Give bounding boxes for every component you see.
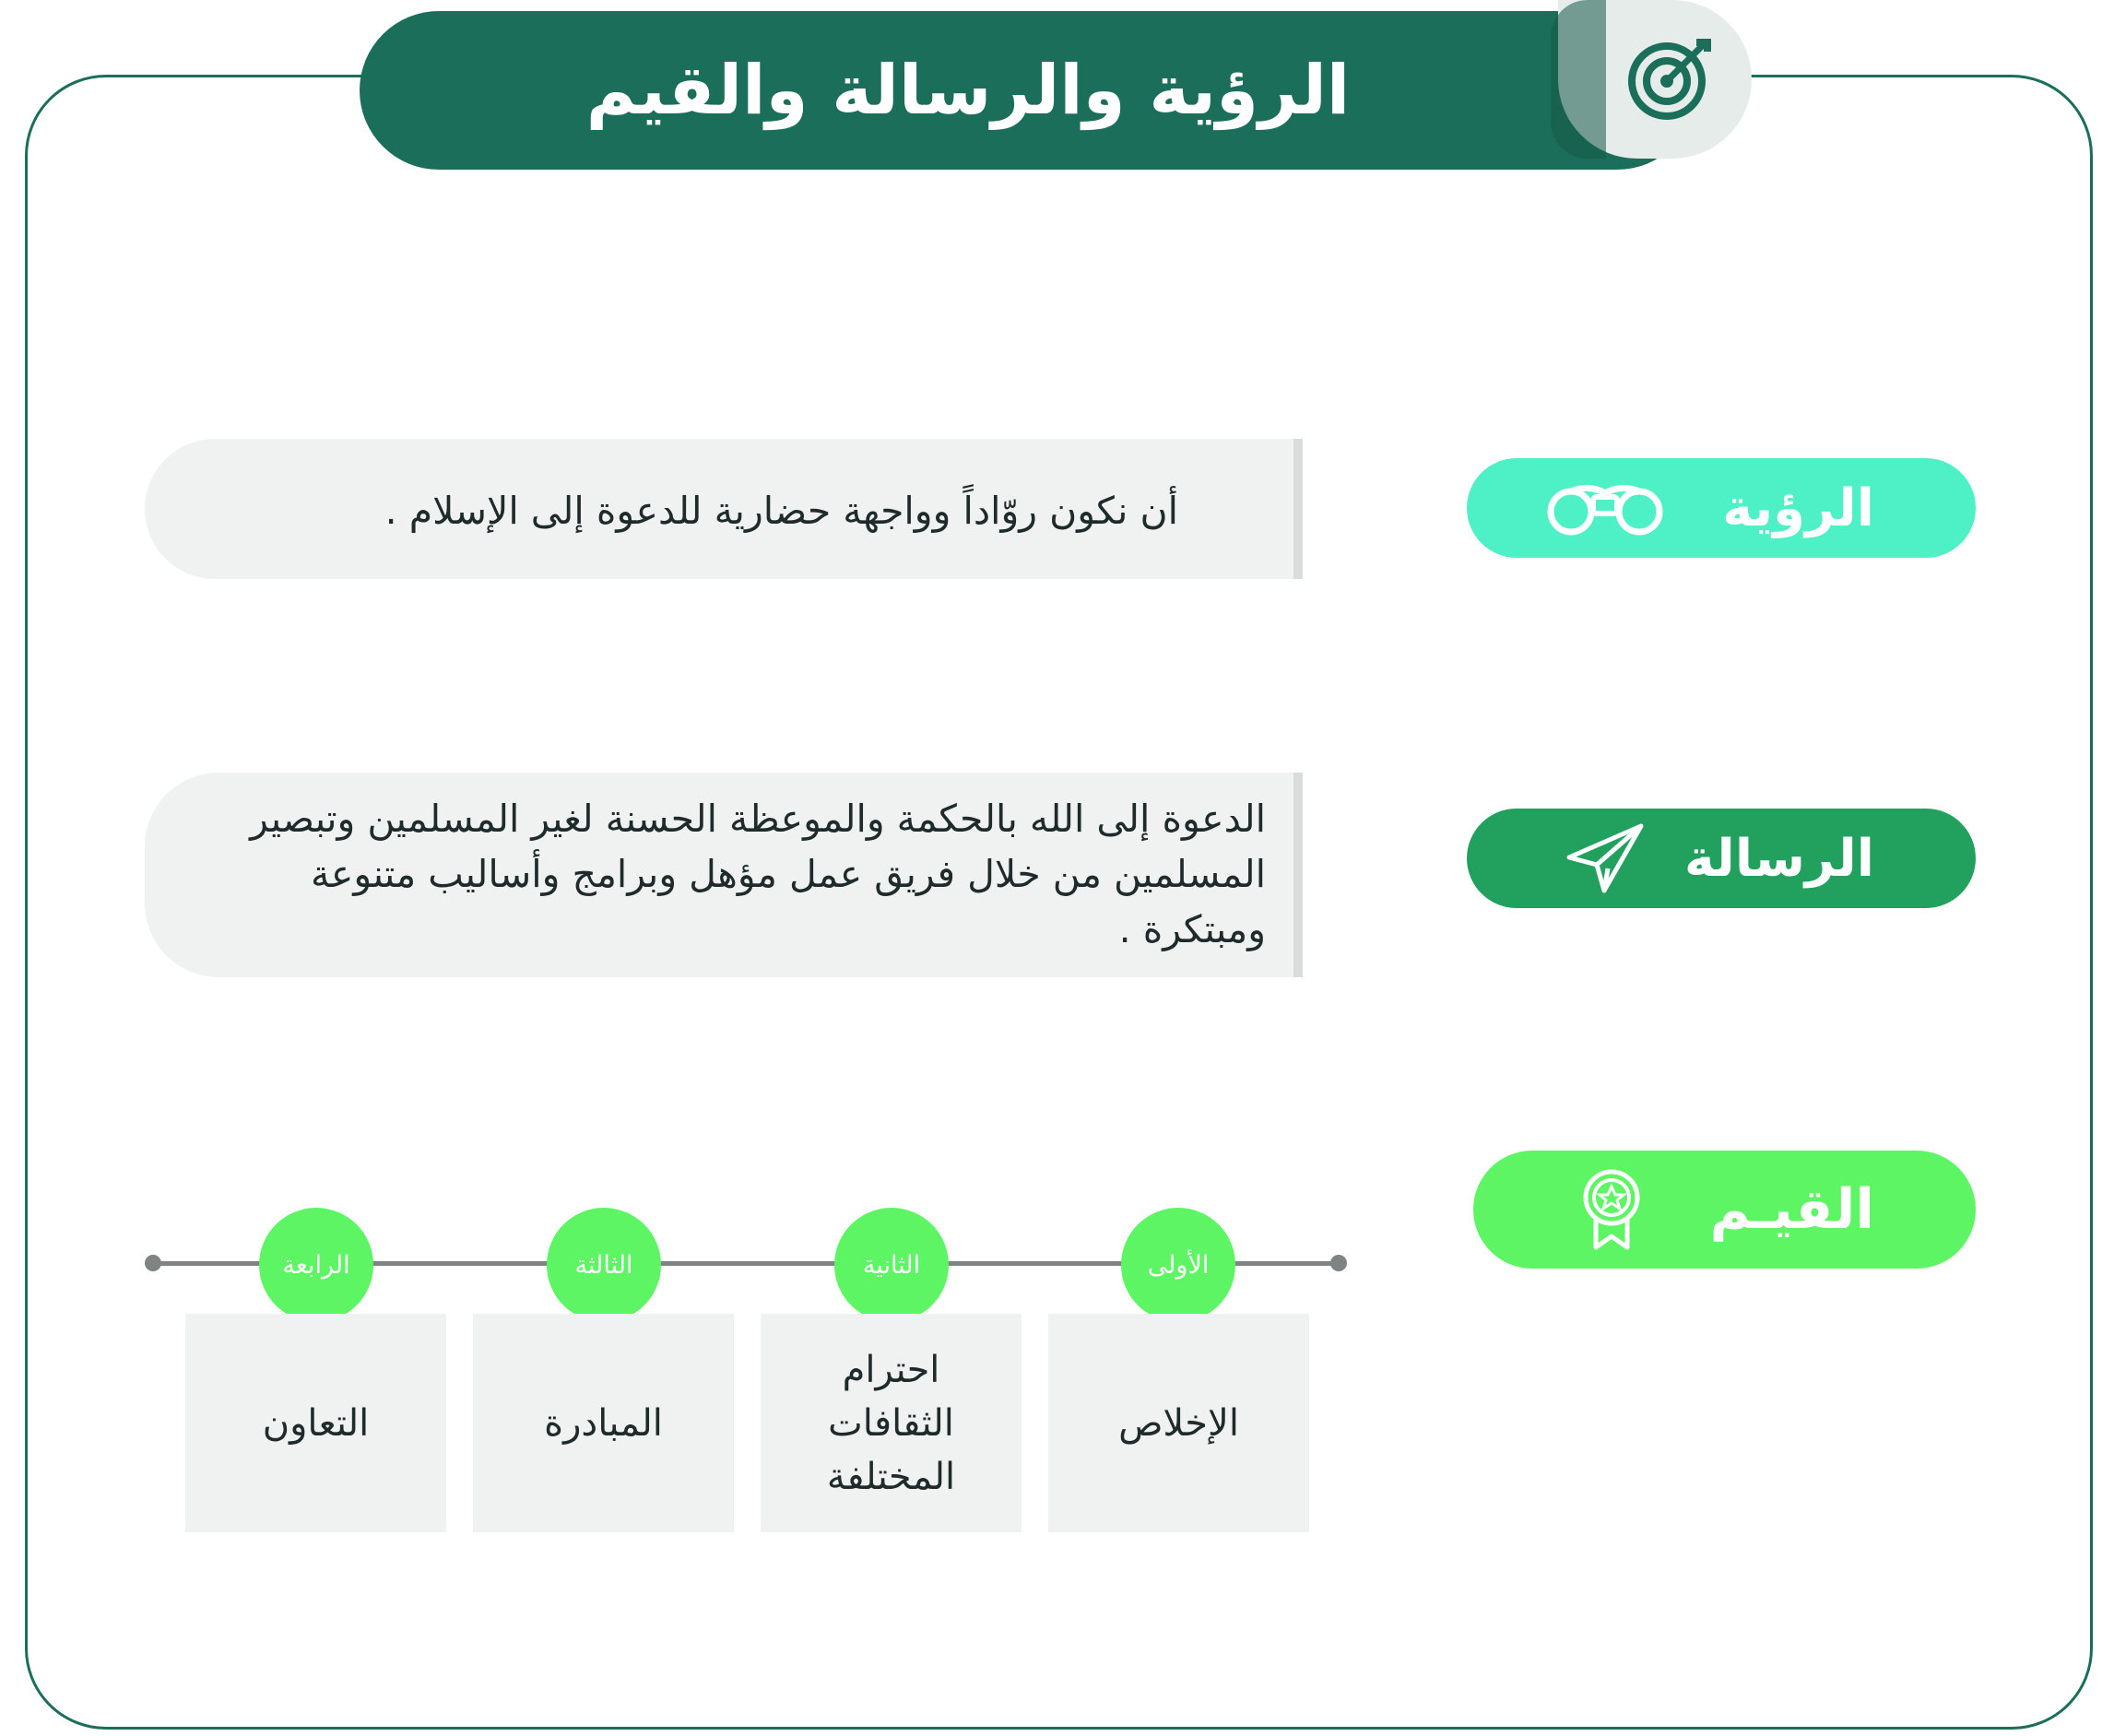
timeline-end-dot xyxy=(1330,1255,1347,1271)
title-icon-badge xyxy=(1558,0,1752,159)
value-card-1 xyxy=(1048,1314,1309,1532)
title-banner xyxy=(360,11,1696,170)
values-pill xyxy=(1473,1151,1976,1269)
page-title: الرؤية والرسالة والقيم xyxy=(585,51,1351,130)
award-ribbon-icon xyxy=(1547,1168,1676,1251)
value-card-4 xyxy=(185,1314,446,1532)
vision-pill xyxy=(1467,458,1976,558)
value-card-2 xyxy=(761,1314,1022,1532)
vision-label: الرؤية xyxy=(1722,478,1874,538)
mission-pill xyxy=(1467,809,1976,908)
binoculars-icon xyxy=(1541,466,1670,549)
order-badge-1: الأولى xyxy=(1121,1208,1235,1322)
order-badge-4: الرابعة xyxy=(259,1208,373,1322)
value-card-3 xyxy=(473,1314,734,1532)
paper-plane-icon xyxy=(1541,817,1670,900)
order-badge-3: الثالثة xyxy=(547,1208,661,1322)
vision-text: أن نكون روّاداً وواجهة حضارية للدعوة إلى الإسلام . xyxy=(384,489,1178,533)
value-text: الإخلاص xyxy=(1118,1401,1239,1445)
target-icon xyxy=(1624,31,1717,124)
values-label: القيـم xyxy=(1709,1177,1874,1242)
value-text: احترام الثقافات المختلفة xyxy=(826,1348,956,1498)
order-badge-2: الثانية xyxy=(834,1208,949,1322)
timeline-end-dot xyxy=(145,1255,161,1271)
value-text: التعاون xyxy=(262,1401,370,1445)
mission-text-box xyxy=(145,773,1303,977)
vision-text-box xyxy=(145,439,1303,579)
mission-text: الدعوة إلى الله بالحكمة والموعظة الحسنة لغير المسلمين وتبصير المسلمين من خلال فريق عمل مؤهل وبرامج وأساليب متنوعة ومبتكرة . xyxy=(250,797,1266,951)
value-text: المبادرة xyxy=(544,1401,663,1445)
mission-label: الرسالة xyxy=(1683,828,1874,889)
